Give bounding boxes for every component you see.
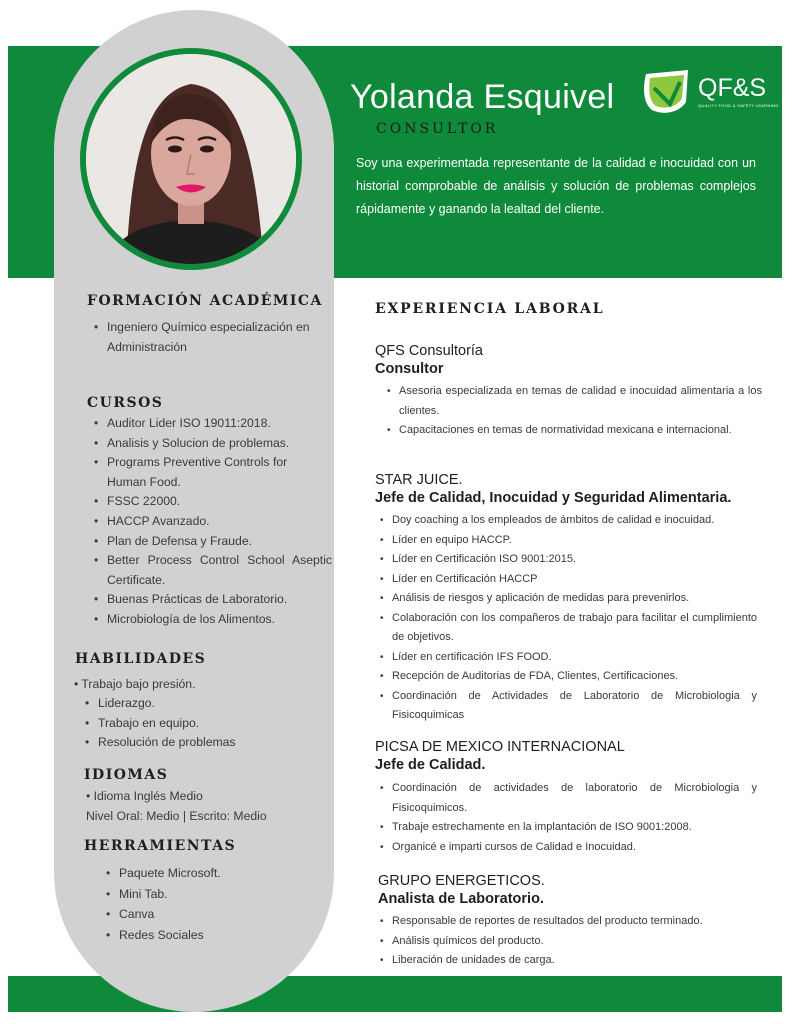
skill-item: • Trabajo en equipo. bbox=[79, 714, 319, 734]
education-item: • Ingeniero Químico especialización en Administración bbox=[88, 318, 333, 357]
duty-item: • Coordinación de actividades de laboratorio de Microbiologia y Fisicoquimicos. bbox=[375, 779, 757, 818]
duty-item: • Análisis químicos del producto. bbox=[375, 932, 760, 952]
profile-photo-frame bbox=[80, 48, 302, 270]
leaf-logo-icon bbox=[640, 68, 694, 116]
job-position: Jefe de Calidad, Inocuidad y Seguridad Alimentaria. bbox=[375, 490, 732, 506]
job-grupo-energeticos-duties bbox=[375, 912, 760, 971]
duty-item: • Capacitaciones en temas de normatividad mexicana e internacional. bbox=[382, 421, 762, 441]
course-item: • Microbiología de los Alimentos. bbox=[88, 610, 332, 630]
course-item: • HACCP Avanzado. bbox=[88, 512, 332, 532]
course-item: • Buenas Prácticas de Laboratorio. bbox=[88, 590, 332, 610]
duty-item: • Responsable de reportes de resultados del producto terminado. bbox=[375, 912, 760, 932]
job-qfs bbox=[375, 342, 483, 378]
job-qfs-duties bbox=[382, 382, 762, 441]
skills-list bbox=[79, 694, 319, 753]
profile-summary: Soy una experimentada representante de la calidad e inocuidad con un historial comprobable de análisis y solución de problemas complejos rápidamente y ganando la lealtad del cliente. bbox=[356, 156, 756, 216]
tools-list bbox=[100, 863, 320, 945]
course-item: • FSSC 22000. bbox=[88, 492, 332, 512]
duty-item: • Doy coaching a los empleados de ámbitos de calidad e inocuidad. bbox=[375, 511, 757, 531]
job-star-juice bbox=[375, 471, 731, 507]
skills-title: HABILIDADES bbox=[75, 651, 207, 667]
language-item: • Idioma Inglés Medio bbox=[86, 789, 203, 803]
job-company: STAR JUICE. bbox=[375, 472, 463, 488]
skills-first-item: • Trabajo bajo presión. bbox=[74, 677, 196, 691]
duty-item: • Análisis de riesgos y aplicación de medidas para prevenirlos. bbox=[375, 589, 757, 609]
portrait-illustration bbox=[86, 54, 296, 264]
education-title: FORMACIÓN ACADÉMICA bbox=[87, 293, 323, 309]
candidate-role: CONSULTOR bbox=[376, 121, 499, 137]
company-logo bbox=[640, 68, 779, 116]
duty-item: • Coordinación de Actividades de Laboratorio de Microbiologia y Fisicoquimicas bbox=[375, 687, 757, 726]
logo-tagline: QUALITY FOOD & SAFETY LEARNING bbox=[698, 103, 779, 108]
job-grupo-energeticos bbox=[378, 872, 545, 908]
languages-title: IDIOMAS bbox=[84, 767, 169, 783]
course-item: • Programs Preventive Controls for Human Food. bbox=[88, 453, 332, 492]
language-level: Nivel Oral: Medio | Escrito: Medio bbox=[86, 809, 267, 823]
job-company: QFS Consultoría bbox=[375, 343, 483, 359]
tool-item: • Canva bbox=[100, 904, 320, 925]
duty-item: • Organicé e imparti cursos de Calidad e Inocuidad. bbox=[375, 838, 757, 858]
course-item: • Plan de Defensa y Fraude. bbox=[88, 532, 332, 552]
duty-item: • Colaboración con los compañeros de trabajo para facilitar el cumplimiento de objetivos. bbox=[375, 609, 757, 648]
duty-item: • Líder en Certificación HACCP bbox=[375, 570, 757, 590]
job-picsa-duties bbox=[375, 779, 757, 857]
duty-item: • Liberación de unidades de carga. bbox=[375, 951, 760, 971]
job-company: PICSA DE MEXICO INTERNACIONAL bbox=[375, 739, 625, 755]
duty-item: • Líder en equipo HACCP. bbox=[375, 531, 757, 551]
job-position: Analista de Laboratorio. bbox=[378, 891, 544, 907]
job-star-juice-duties bbox=[375, 511, 757, 726]
tool-item: • Redes Sociales bbox=[100, 925, 320, 946]
job-picsa bbox=[375, 738, 625, 774]
tool-item: • Paquete Microsoft. bbox=[100, 863, 320, 884]
education-list bbox=[88, 318, 333, 357]
experience-title: EXPERIENCIA LABORAL bbox=[375, 301, 605, 317]
skill-item: • Liderazgo. bbox=[79, 694, 319, 714]
course-item: • Auditor Lider ISO 19011:2018. bbox=[88, 414, 332, 434]
course-item: • Analisis y Solucion de problemas. bbox=[88, 434, 332, 454]
duty-item: • Líder en certificación IFS FOOD. bbox=[375, 648, 757, 668]
profile-photo bbox=[86, 54, 296, 264]
duty-item: • Líder en Certificación ISO 9001:2015. bbox=[375, 550, 757, 570]
job-position: Jefe de Calidad. bbox=[375, 757, 486, 773]
job-company: GRUPO ENERGETICOS. bbox=[378, 873, 545, 889]
job-position: Consultor bbox=[375, 361, 444, 377]
candidate-name: Yolanda Esquivel bbox=[350, 78, 615, 116]
course-item: • Better Process Control School Aseptic Certificate. bbox=[88, 551, 332, 590]
duty-item: • Trabaje estrechamente en la implantación de ISO 9001:2008. bbox=[375, 818, 757, 838]
duty-item: • Asesoria especializada en temas de calidad e inocuidad alimentaria a los clientes. bbox=[382, 382, 762, 421]
skill-item: • Resolución de problemas bbox=[79, 733, 319, 753]
tool-item: • Mini Tab. bbox=[100, 884, 320, 905]
courses-title: CURSOS bbox=[87, 395, 164, 411]
duty-item: • Recepción de Auditorias de FDA, Clientes, Certificaciones. bbox=[375, 667, 757, 687]
tools-title: HERRAMIENTAS bbox=[84, 838, 237, 854]
logo-text: QF&S bbox=[698, 74, 767, 102]
courses-list bbox=[88, 414, 332, 630]
